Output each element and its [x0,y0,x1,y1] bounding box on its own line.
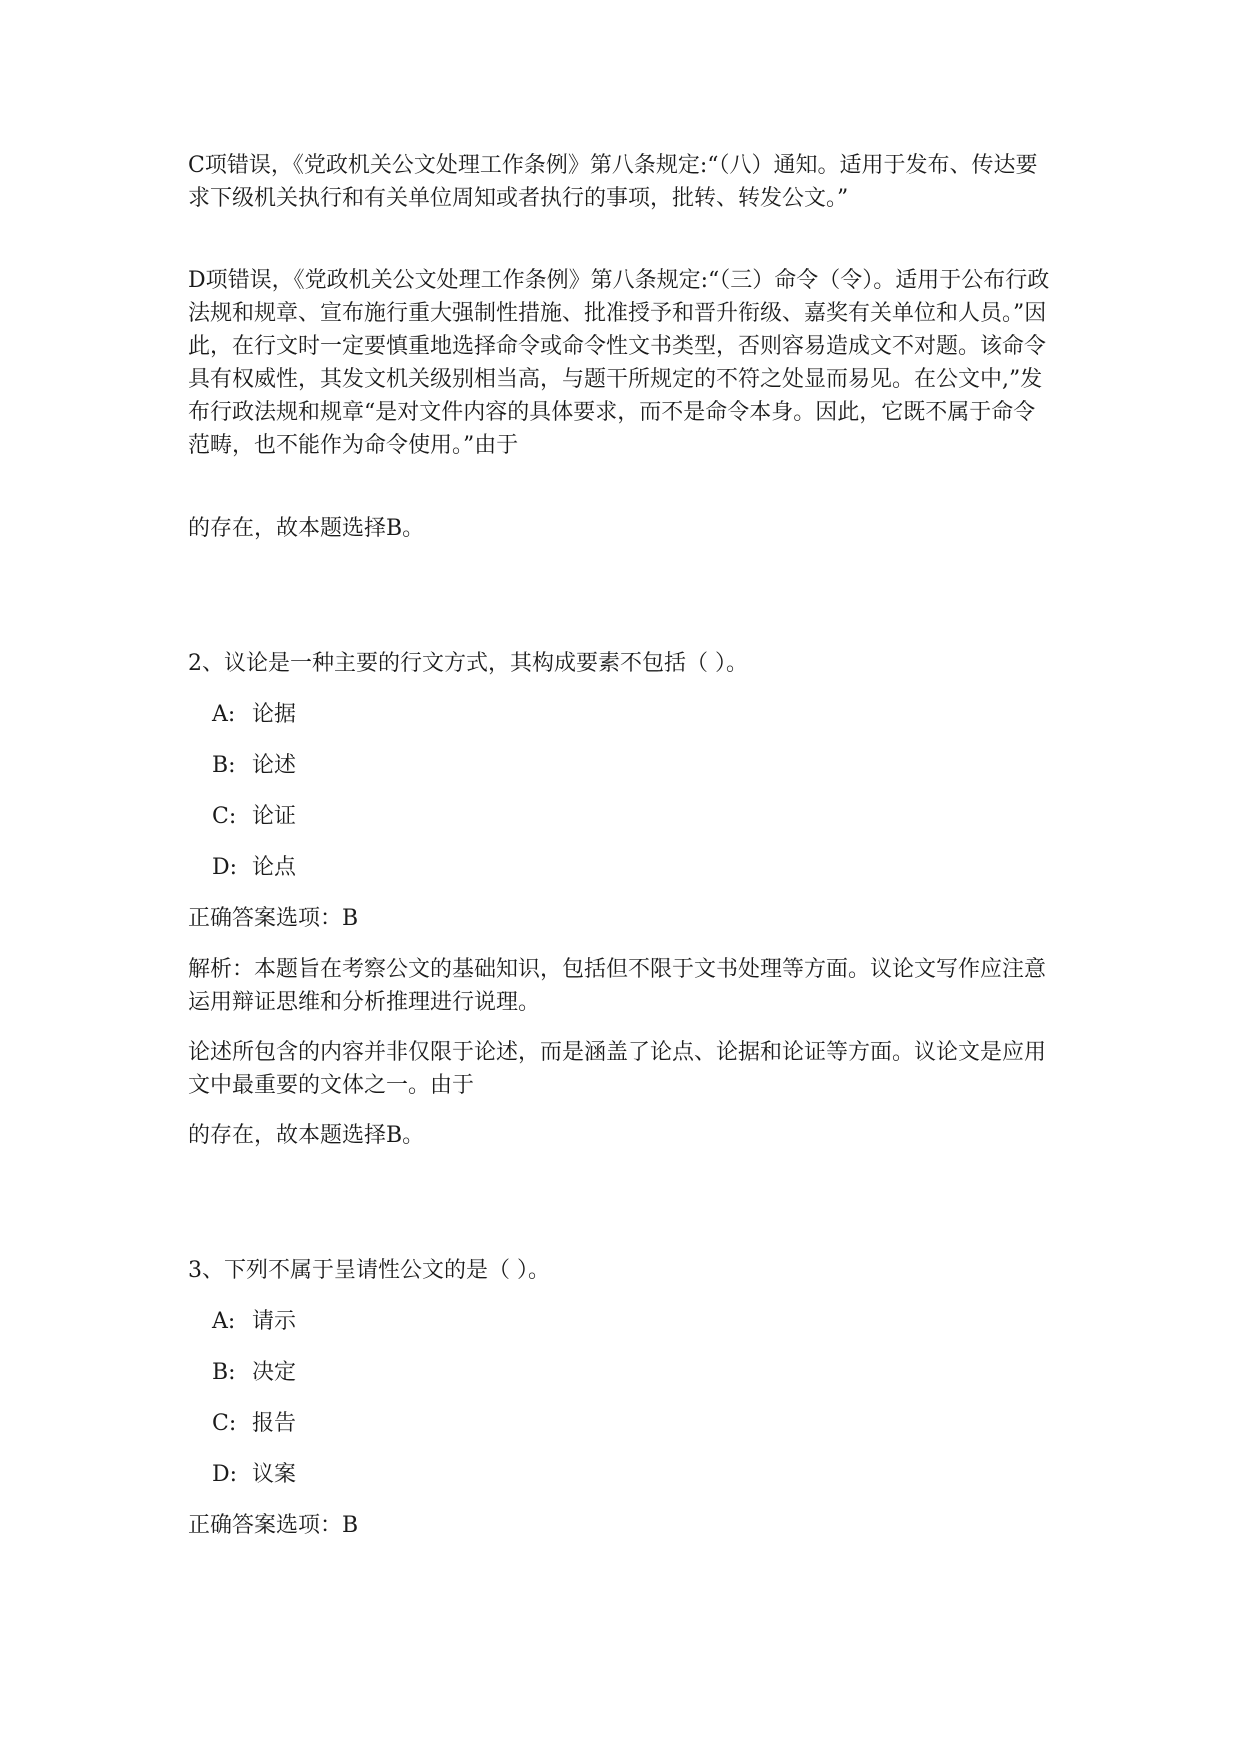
option-letter: B: [212,1360,236,1385]
option-text: 报告 [252,1411,297,1436]
option-text: 论述 [252,753,297,778]
option-text: 决定 [252,1360,297,1385]
question-2-option-c [212,800,296,833]
option-letter: A: [212,702,236,727]
explanation-option-c: C项错误，《党政机关公文处理工作条例》第八条规定:“（八）通知。适用于发布、传达要求下级机关执行和有关单位周知或者执行的事项，批转、转发公文。” [188,153,1038,211]
question-3-option-c [212,1407,296,1440]
option-letter: D: [212,1462,238,1487]
option-letter: C: [212,804,237,829]
question-3-text: 3、下列不属于呈请性公文的是（ ）。 [188,1258,550,1283]
question-2-analysis-2: 论述所包含的内容并非仅限于论述，而是涵盖了论点、论据和论证等方面。议论文是应用文中最重要的文体之一。由于 [188,1040,1047,1098]
option-letter: A: [212,1309,236,1334]
question-2-analysis-1: 解析：本题旨在考察公文的基础知识，包括但不限于文书处理等方面。议论文写作应注意运用辩证思维和分析推理进行说理。 [188,957,1047,1015]
question-2-text: 2、议论是一种主要的行文方式，其构成要素不包括（ ）。 [188,651,748,676]
option-text: 论据 [252,702,297,727]
question-3-option-a [212,1305,296,1338]
option-text: 请示 [252,1309,297,1334]
explanation-conclusion: 的存在，故本题选择B。 [188,516,425,541]
option-letter: C: [212,1411,237,1436]
option-text: 议案 [252,1462,297,1487]
option-text: 论证 [252,804,297,829]
question-2-conclusion: 的存在，故本题选择B。 [188,1123,425,1148]
question-2-answer: 正确答案选项：B [188,906,359,931]
question-3-option-d [212,1458,296,1491]
question-3-answer: 正确答案选项：B [188,1513,359,1538]
option-letter: B: [212,753,236,778]
question-2-option-d [212,851,296,884]
explanation-option-d: D项错误，《党政机关公文处理工作条例》第八条规定:“（三）命令（令）。适用于公布行政法规和规章、宣布施行重大强制性措施、批准授予和晋升衔级、嘉奖有关单位和人员。”因此，在行文时一定要慎重地选择命令或命令性文书类型，否则容易造成文不对题。该命令具有权威性，其发文机关级别相当高，与题干所规定的不符之处显而易见。在公文中,”发布行政法规和规章“是对文件内容的具体要求，而不是命令本身。因此，它既不属于命令范畴，也不能作为命令使用。”由于 [188,268,1050,458]
question-3-option-b [212,1356,296,1389]
question-2-option-a [212,698,296,731]
option-letter: D: [212,855,238,880]
question-2-option-b [212,749,296,782]
option-text: 论点 [252,855,297,880]
